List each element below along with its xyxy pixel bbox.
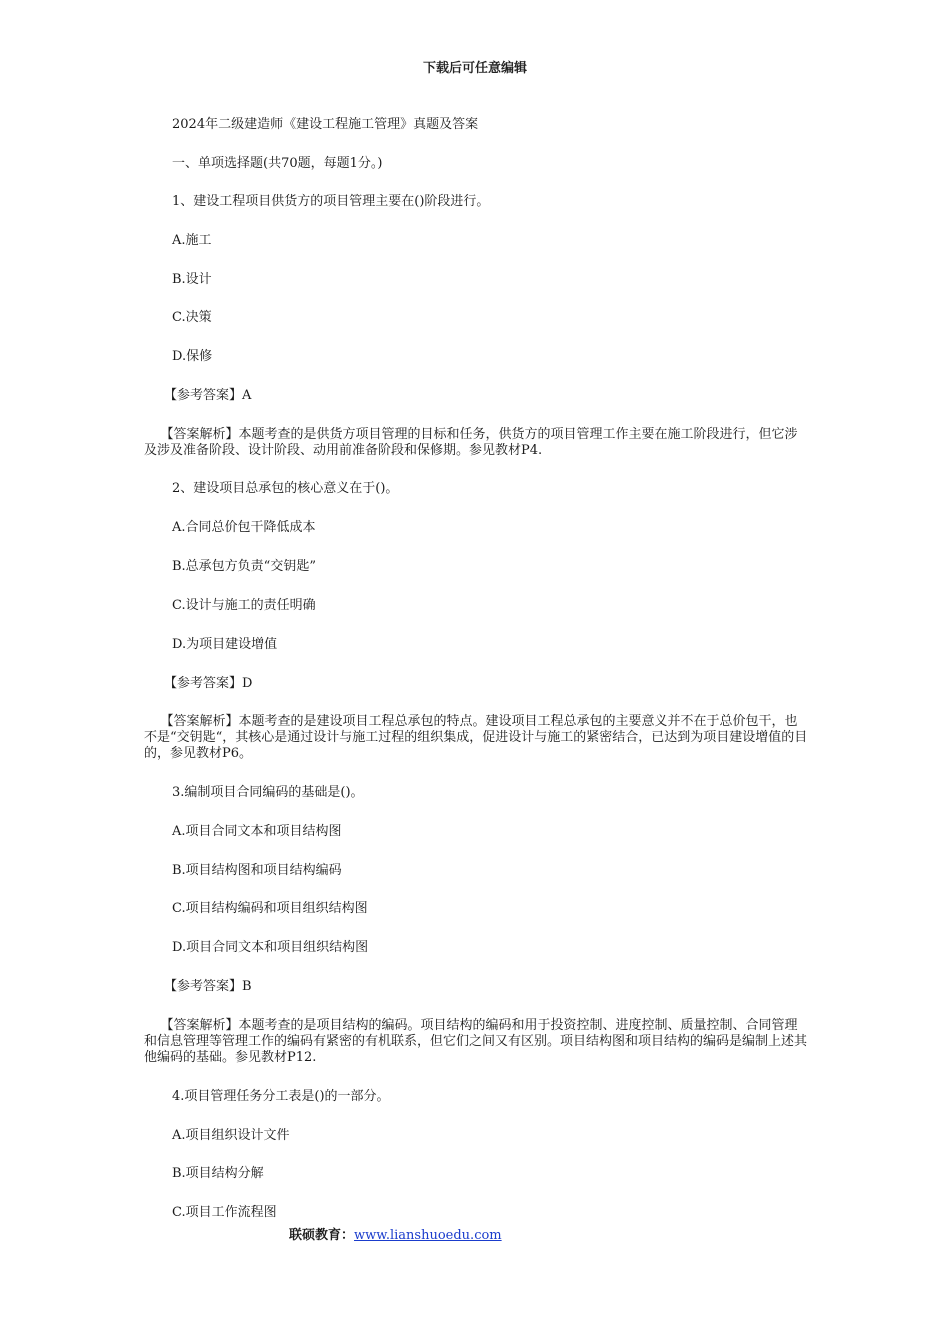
question-4-stem: 4.项目管理任务分工表是()的一部分。 [172,1089,390,1104]
question-1-answer: 【参考答案】A [164,388,252,403]
page-footer [289,1224,502,1243]
question-2-answer: 【参考答案】D [164,676,253,691]
question-1-stem: 1、建设工程项目供货方的项目管理主要在()阶段进行。 [172,194,490,209]
question-2-option-b: B.总承包方负责“交钥匙” [172,559,316,574]
question-3-option-d: D.项目合同文本和项目组织结构图 [172,940,369,955]
question-1-option-d: D.保修 [172,349,213,364]
question-1-option-c: C.决策 [172,310,212,325]
page-header: 下载后可任意编辑 [422,61,527,76]
question-3-option-a: A.项目合同文本和项目结构图 [172,824,342,839]
question-4-option-b: B.项目结构分解 [172,1166,264,1181]
question-2-stem: 2、建设项目总承包的核心意义在于()。 [172,481,399,496]
question-2-option-a: A.合同总价包干降低成本 [172,520,316,535]
question-1-option-a: A.施工 [172,233,212,248]
question-3-stem: 3.编制项目合同编码的基础是()。 [172,785,364,800]
question-1-analysis: 【答案解析】本题考查的是供货方项目管理的目标和任务，供货方的项目管理工作主要在施工阶段进行，但它涉及涉及准备阶段、设计阶段、动用前准备阶段和保修期。参见教材P4. [144,427,798,458]
question-4-option-c: C.项目工作流程图 [172,1205,277,1220]
question-4-option-a: A.项目组织设计文件 [172,1128,290,1143]
question-3-answer: 【参考答案】B [164,979,252,994]
section-heading: 一、单项选择题(共70题，每题1分。) [172,156,383,171]
footer-link[interactable]: www.lianshuoedu.com [354,1228,502,1243]
document-title: 2024年二级建造师《建设工程施工管理》真题及答案 [172,117,479,132]
question-2-analysis: 【答案解析】本题考查的是建设项目工程总承包的特点。建设项目工程总承包的主要意义并不在于总价包干，也不是“交钥匙“，其核心是通过设计与施工过程的组织集成，促进设计与施工的紧密结合，已达到为项目建设增值的目的，参见教材P6。 [144,714,808,761]
question-1-option-b: B.设计 [172,272,212,287]
footer-brand: 联硕教育： [289,1228,355,1243]
question-3-analysis: 【答案解析】本题考查的是项目结构的编码。项目结构的编码和用于投资控制、进度控制、质量控制、合同管理和信息管理等管理工作的编码有紧密的有机联系，但它们之间又有区别。项目结构图和项目结构的编码是编制上述其他编码的基础。参见教材P12. [144,1018,808,1065]
question-3-option-c: C.项目结构编码和项目组织结构图 [172,901,368,916]
question-2-option-d: D.为项目建设增值 [172,637,278,652]
question-2-option-c: C.设计与施工的责任明确 [172,598,316,613]
question-3-option-b: B.项目结构图和项目结构编码 [172,863,342,878]
